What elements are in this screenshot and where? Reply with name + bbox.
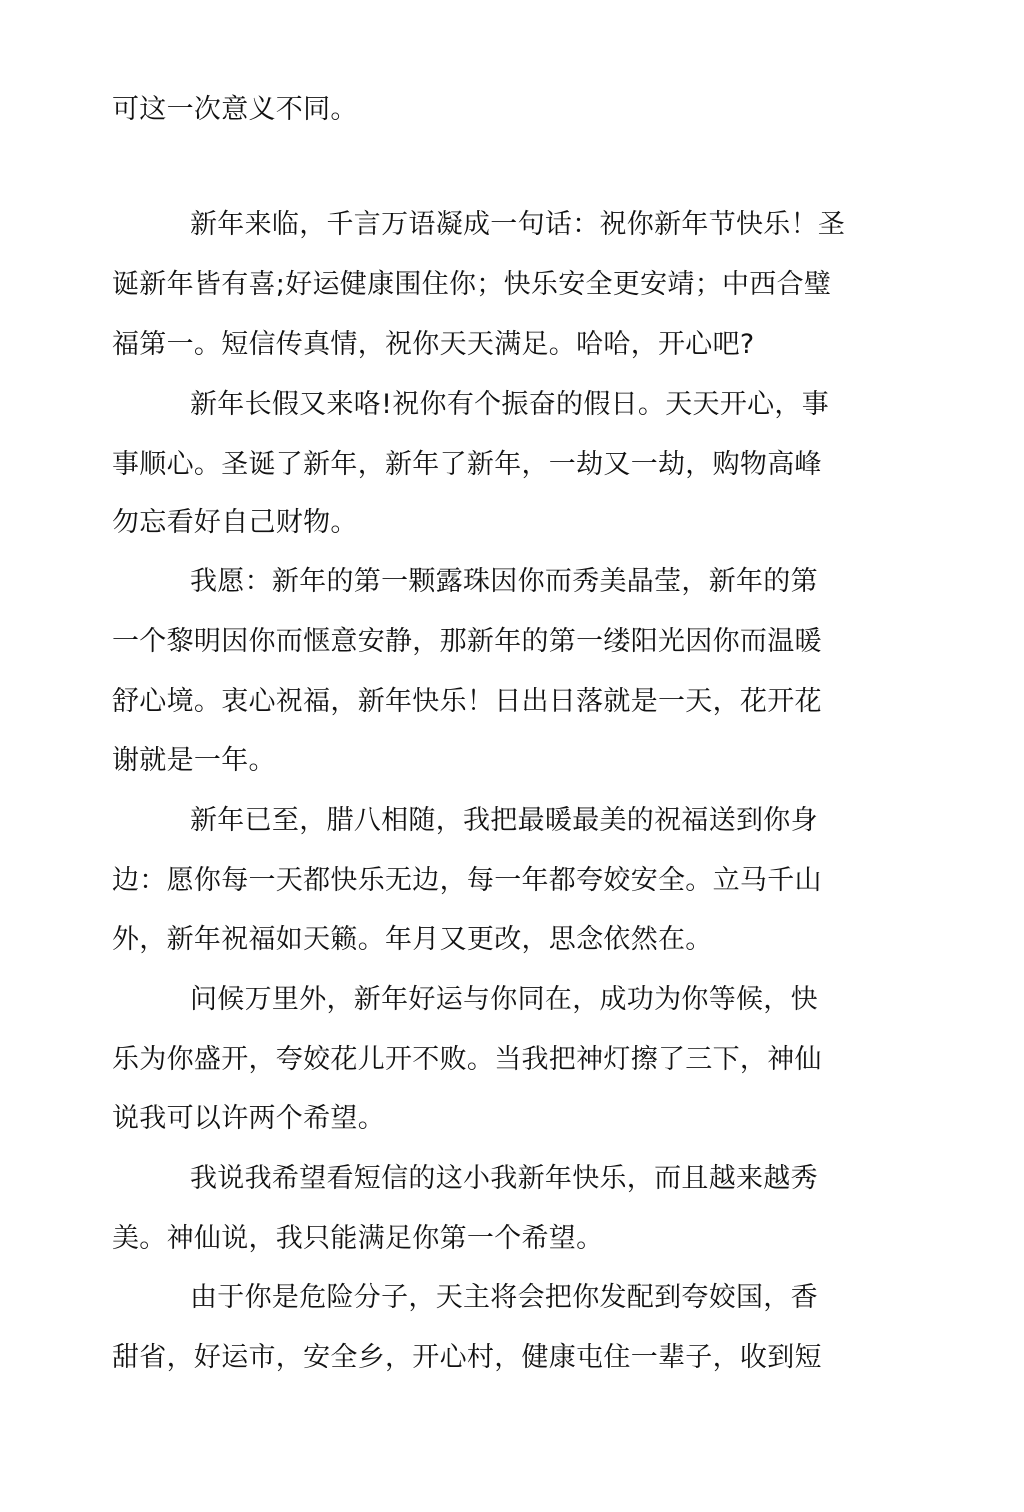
- text-line: 谢就是一年。: [112, 745, 276, 776]
- text-line: 事顺心。圣诞了新年，新年了新年，一劫又一劫，购物高峰: [112, 449, 822, 480]
- text-line: 勿忘看好自己财物。: [112, 507, 358, 538]
- text-line: 一个黎明因你而惬意安静，那新年的第一缕阳光因你而温暖: [112, 626, 822, 657]
- text-line: 我愿：新年的第一颗露珠因你而秀美晶莹，新年的第: [190, 566, 818, 597]
- text-line: 美。神仙说，我只能满足你第一个希望。: [112, 1223, 604, 1254]
- text-line: 问候万里外，新年好运与你同在，成功为你等候，快: [190, 984, 818, 1015]
- text-line: 我说我希望看短信的这小我新年快乐，而且越来越秀: [190, 1163, 818, 1194]
- text-line: 说我可以许两个希望。: [112, 1103, 385, 1134]
- text-line: 新年已至，腊八相随，我把最暖最美的祝福送到你身: [190, 805, 818, 836]
- text-line: 诞新年皆有喜;好运健康围住你；快乐安全更安靖；中西合璧: [112, 269, 832, 300]
- text-line: 外，新年祝福如天籁。年月又更改，思念依然在。: [112, 924, 713, 955]
- text-line: 乐为你盛开，夸姣花儿开不败。当我把神灯擦了三下，神仙: [112, 1044, 822, 1075]
- text-line: 可这一次意义不同。: [112, 94, 358, 125]
- text-line: 新年来临，千言万语凝成一句话：祝你新年节快乐！圣: [190, 209, 846, 240]
- text-line: 边：愿你每一天都快乐无边，每一年都夸姣安全。立马千山: [112, 865, 822, 896]
- text-line: 甜省，好运市，安全乡，开心村，健康屯住一辈子，收到短: [112, 1342, 822, 1373]
- text-line: 舒心境。衷心祝福，新年快乐！日出日落就是一天，花开花: [112, 686, 822, 717]
- text-line: 新年长假又来咯!祝你有个振奋的假日。天天开心，事: [190, 389, 830, 420]
- text-line: 福第一。短信传真情，祝你天天满足。哈哈，开心吧?: [112, 329, 755, 360]
- text-line: 由于你是危险分子，天主将会把你发配到夸姣国，香: [190, 1282, 818, 1313]
